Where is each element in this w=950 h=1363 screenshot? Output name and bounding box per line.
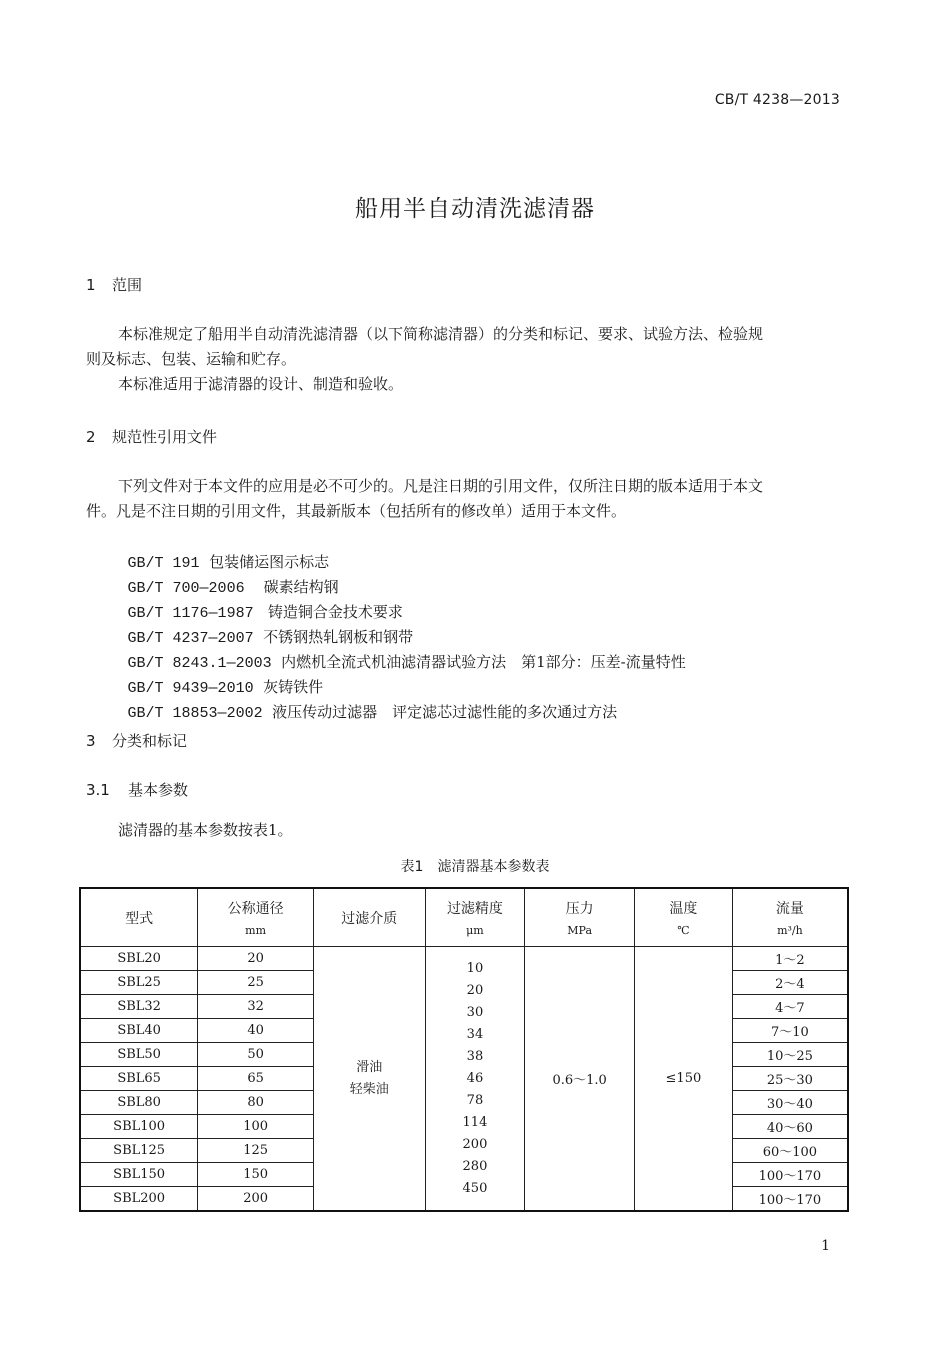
section-3-1-number: 3.1 — [86, 781, 110, 799]
reference-name: 液压传动过滤器 评定滤芯过滤性能的多次通过方法 — [272, 703, 618, 721]
cell-model: SBL25 — [80, 971, 198, 995]
precision-value: 78 — [466, 1092, 484, 1108]
reference-name: 灰铸铁件 — [263, 678, 324, 696]
header-precision: 过滤精度 μm — [425, 888, 525, 947]
reference-code: GB/T 700—2006 — [127, 580, 245, 597]
table-caption: 表1 滤清器基本参数表 — [400, 859, 550, 875]
cell-model: SBL20 — [80, 947, 198, 971]
cell-pressure: 0.6～1.0 — [525, 947, 635, 1212]
cell-model: SBL50 — [80, 1043, 198, 1067]
cell-flow: 60～100 — [732, 1139, 848, 1163]
section-3-1-para: 滤清器的基本参数按表1。 — [118, 821, 293, 839]
cell-diameter: 150 — [198, 1163, 314, 1187]
section-3-heading — [86, 730, 187, 751]
table-row — [80, 947, 848, 971]
section-1-para1-line1: 本标准规定了船用半自动清洗滤清器（以下简称滤清器）的分类和标记、要求、试验方法、检验规 — [118, 325, 764, 343]
section-3-1-heading — [86, 779, 188, 800]
cell-model: SBL150 — [80, 1163, 198, 1187]
section-1-para1-line2: 则及标志、包装、运输和贮存。 — [86, 350, 297, 368]
table-header-row — [80, 888, 848, 947]
cell-diameter: 25 — [198, 971, 314, 995]
section-2-title: 规范性引用文件 — [112, 428, 218, 446]
medium-line2: 轻柴油 — [349, 1081, 389, 1097]
cell-model: SBL65 — [80, 1067, 198, 1091]
section-2-heading — [86, 426, 217, 447]
cell-flow: 1～2 — [732, 947, 848, 971]
precision-value: 20 — [466, 982, 484, 998]
reference-name: 包装储运图示标志 — [209, 553, 330, 571]
cell-diameter: 40 — [198, 1019, 314, 1043]
parameter-table — [79, 887, 849, 1212]
section-1-title: 范围 — [112, 276, 143, 294]
cell-model: SBL40 — [80, 1019, 198, 1043]
reference-code: GB/T 9439—2010 — [127, 680, 254, 697]
cell-flow: 7～10 — [732, 1019, 848, 1043]
cell-medium — [313, 947, 425, 1212]
cell-diameter: 100 — [198, 1115, 314, 1139]
header-model: 型式 — [80, 888, 198, 947]
section-1-para2: 本标准适用于滤清器的设计、制造和验收。 — [118, 375, 404, 393]
cell-diameter: 20 — [198, 947, 314, 971]
cell-flow: 4～7 — [732, 995, 848, 1019]
reference-name: 铸造铜合金技术要求 — [267, 603, 403, 621]
section-2-number: 2 — [86, 428, 96, 446]
section-2-intro-line2: 件。凡是不注日期的引用文件，其最新版本（包括所有的修改单）适用于本文件。 — [86, 502, 627, 520]
precision-value: 450 — [462, 1180, 488, 1196]
cell-diameter: 50 — [198, 1043, 314, 1067]
cell-diameter: 80 — [198, 1091, 314, 1115]
reference-code: GB/T 4237—2007 — [127, 630, 254, 647]
medium-line1: 滑油 — [356, 1059, 383, 1075]
header-diameter: 公称通径 mm — [198, 888, 314, 947]
cell-diameter: 32 — [198, 995, 314, 1019]
precision-value: 200 — [462, 1136, 488, 1152]
cell-diameter: 65 — [198, 1067, 314, 1091]
reference-item — [118, 675, 617, 726]
reference-name: 碳素结构钢 — [263, 578, 339, 596]
precision-value: 30 — [466, 1004, 484, 1020]
header-pressure: 压力 MPa — [525, 888, 635, 947]
reference-name: 不锈钢热轧钢板和钢带 — [263, 628, 414, 646]
precision-value: 38 — [466, 1048, 484, 1064]
reference-name: 内燃机全流式机油滤清器试验方法 第1部分：压差-流量特性 — [281, 653, 686, 671]
cell-flow: 2～4 — [732, 971, 848, 995]
section-3-title: 分类和标记 — [112, 732, 188, 750]
cell-model: SBL80 — [80, 1091, 198, 1115]
header-temperature: 温度 ℃ — [635, 888, 733, 947]
cell-model: SBL100 — [80, 1115, 198, 1139]
cell-diameter: 125 — [198, 1139, 314, 1163]
section-2-intro-line1: 下列文件对于本文件的应用是必不可少的。凡是注日期的引用文件，仅所注日期的版本适用于本文 — [118, 477, 764, 495]
cell-flow: 100～170 — [732, 1163, 848, 1187]
cell-flow: 10～25 — [732, 1043, 848, 1067]
section-3-number: 3 — [86, 732, 96, 750]
precision-value: 46 — [466, 1070, 484, 1086]
section-3-1-title: 基本参数 — [128, 781, 189, 799]
section-1-number: 1 — [86, 276, 96, 294]
standard-number: CB/T 4238—2013 — [714, 92, 840, 108]
cell-flow: 100～170 — [732, 1187, 848, 1212]
reference-code: GB/T 8243.1—2003 — [127, 655, 272, 672]
header-medium: 过滤介质 — [313, 888, 425, 947]
cell-model: SBL32 — [80, 995, 198, 1019]
precision-value: 114 — [462, 1114, 488, 1130]
page-number: 1 — [821, 1238, 830, 1254]
precision-value: 34 — [466, 1026, 484, 1042]
cell-diameter: 200 — [198, 1187, 314, 1212]
precision-value: 10 — [466, 960, 484, 976]
cell-model: SBL200 — [80, 1187, 198, 1212]
header-flow: 流量 m³/h — [732, 888, 848, 947]
section-1-heading — [86, 274, 142, 295]
reference-code: GB/T 191 — [127, 555, 200, 572]
cell-flow: 40～60 — [732, 1115, 848, 1139]
reference-code: GB/T 1176—1987 — [127, 605, 254, 622]
cell-model: SBL125 — [80, 1139, 198, 1163]
cell-flow: 30～40 — [732, 1091, 848, 1115]
cell-flow: 25～30 — [732, 1067, 848, 1091]
cell-precision — [425, 947, 525, 1212]
cell-temperature: ≤150 — [635, 947, 733, 1212]
document-title: 船用半自动清洗滤清器 — [355, 196, 595, 222]
precision-value: 280 — [462, 1158, 488, 1174]
reference-code: GB/T 18853—2002 — [127, 705, 263, 722]
